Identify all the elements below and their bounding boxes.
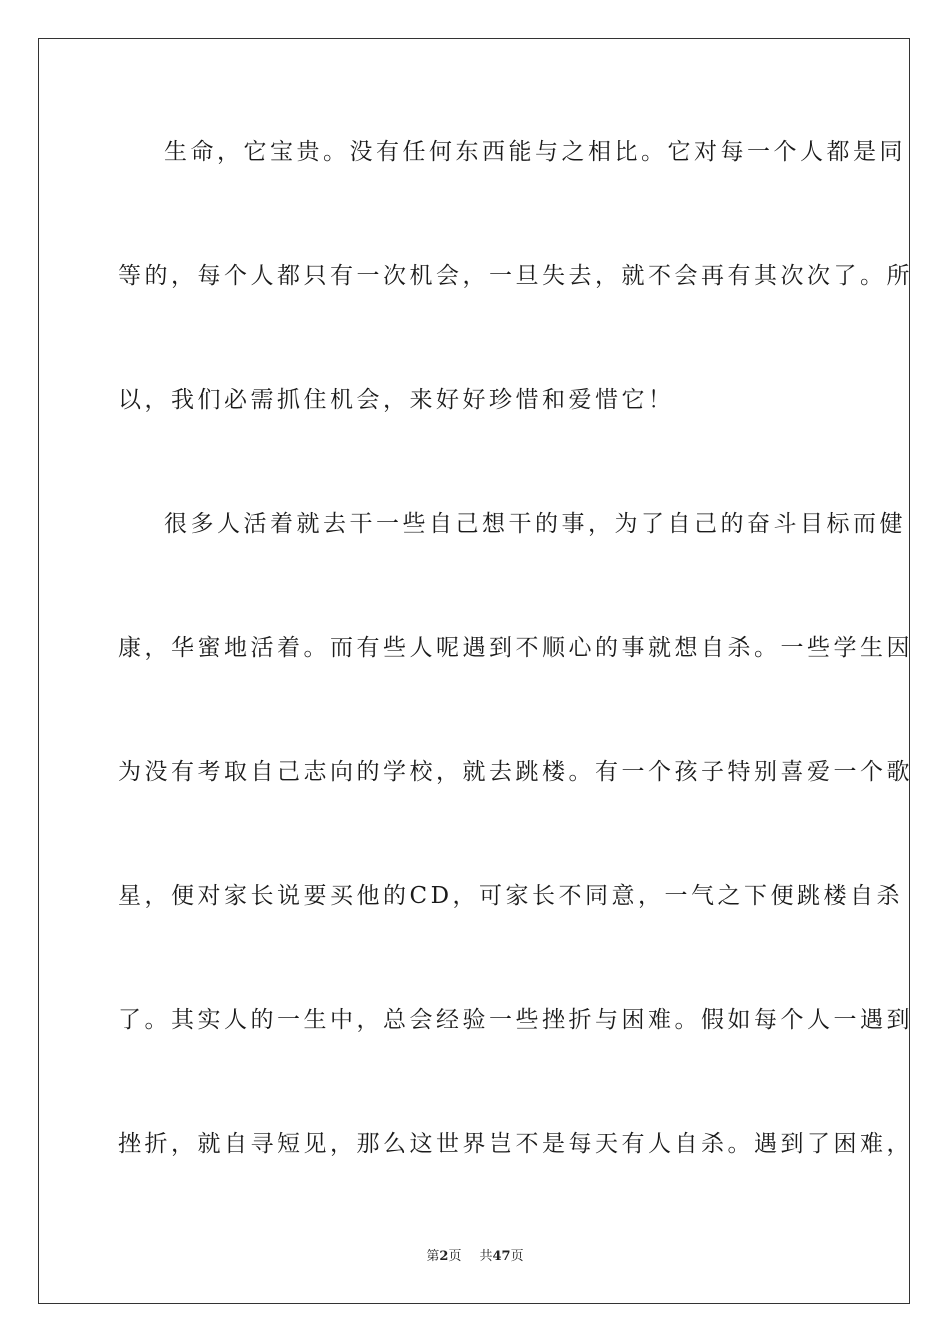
- paragraph-2-line-5: 了。其实人的一生中，总会经验一些挫折与困难。假如每个人一遇到: [118, 1007, 913, 1033]
- total-label-prefix: 共: [479, 1249, 493, 1264]
- paragraph-1-line-1: 生命，它宝贵。没有任何东西能与之相比。它对每一个人都是同: [164, 139, 906, 165]
- page-label-prefix: 第: [426, 1249, 440, 1264]
- page-border: [38, 38, 913, 1304]
- total-pages: 47: [492, 1249, 511, 1264]
- paragraph-2-line-3: 为没有考取自己志向的学校，就去跳楼。有一个孩子特别喜爱一个歌: [118, 759, 913, 785]
- total-label-suffix: 页: [510, 1249, 524, 1264]
- paragraph-2-line-2: 康，华蜜地活着。而有些人呢遇到不顺心的事就想自杀。一些学生因: [118, 635, 913, 661]
- page-number: 2: [439, 1249, 449, 1264]
- paragraph-1-line-3: 以，我们必需抓住机会，来好好珍惜和爱惜它！: [118, 387, 675, 413]
- page-footer: [0, 1248, 950, 1266]
- paragraph-1-line-2: 等的，每个人都只有一次机会，一旦失去，就不会再有其次次了。所: [118, 263, 913, 289]
- page-label-suffix: 页: [448, 1249, 462, 1264]
- paragraph-2-line-4: 星，便对家长说要买他的CD，可家长不同意，一气之下便跳楼自杀: [118, 883, 904, 909]
- paragraph-2-line-1: 很多人活着就去干一些自己想干的事，为了自己的奋斗目标而健: [164, 511, 906, 537]
- paragraph-2-line-6: 挫折，就自寻短见，那么这世界岂不是每天有人自杀。遇到了困难，: [118, 1131, 913, 1157]
